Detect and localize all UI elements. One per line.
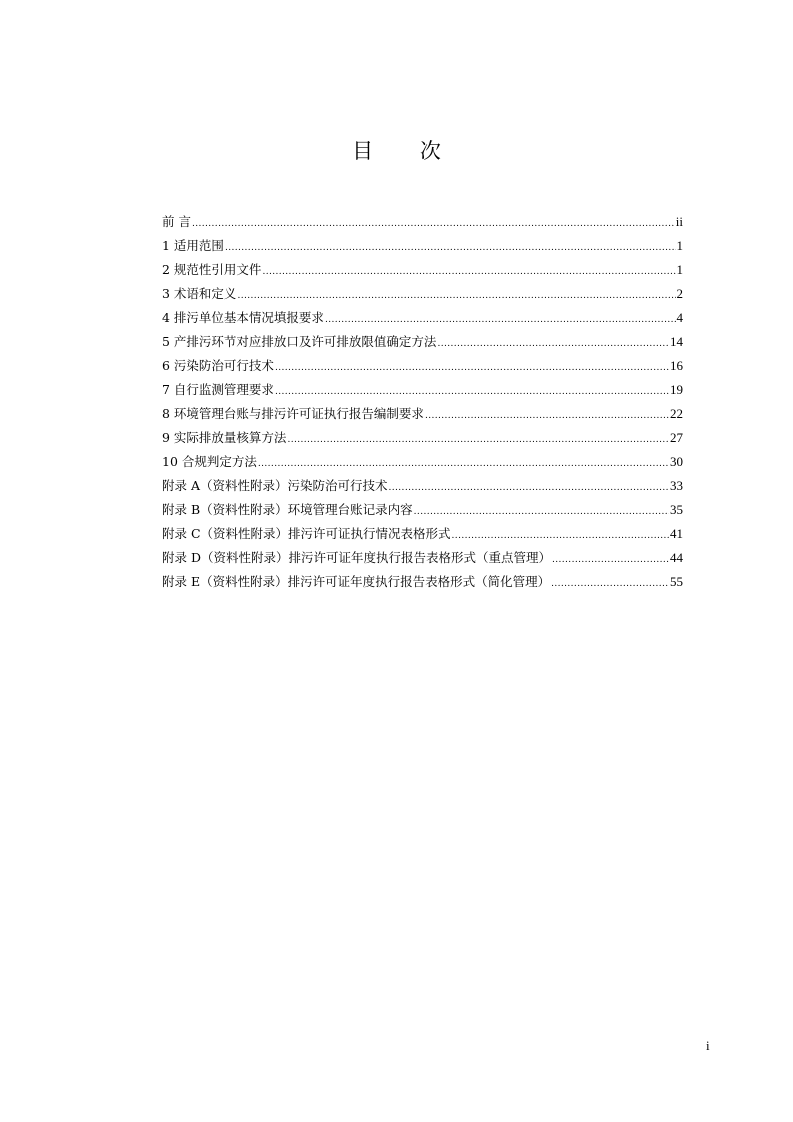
- toc-leader-dots: [389, 476, 669, 500]
- toc-leader-dots: [325, 308, 676, 332]
- toc-entry-page: ii: [675, 214, 683, 229]
- toc-entry-page: 22: [670, 406, 683, 421]
- toc-leader-dots: [225, 236, 676, 260]
- toc-entry-page: 41: [670, 526, 683, 541]
- toc-entry-page: 16: [670, 358, 683, 373]
- toc-entry-label: 附录 E（资料性附录）排污许可证年度执行报告表格形式（简化管理）: [162, 574, 551, 589]
- toc-leader-dots: [262, 260, 675, 284]
- toc-leader-dots: [275, 356, 669, 380]
- toc-entry-page: 4: [676, 310, 683, 325]
- toc-entry-appendix-a[interactable]: [162, 474, 683, 498]
- toc-entry-label: 7 自行监测管理要求: [162, 382, 274, 397]
- toc-entry-page: 2: [676, 286, 683, 301]
- toc-entry-page: 44: [670, 550, 683, 565]
- toc-entry-5[interactable]: [162, 330, 683, 354]
- toc-entry-label: 附录 A（资料性附录）污染防治可行技术: [162, 478, 388, 493]
- toc-leader-dots: [425, 404, 669, 428]
- toc-entry-label: 5 产排污环节对应排放口及许可排放限值确定方法: [162, 334, 437, 349]
- page-number: i: [706, 1038, 710, 1053]
- toc-entry-1[interactable]: [162, 234, 683, 258]
- toc-entry-appendix-e[interactable]: [162, 570, 683, 594]
- toc-leader-dots: [414, 500, 669, 524]
- page-title: 目 次: [352, 139, 461, 163]
- toc-entry-label: 8 环境管理台账与排污许可证执行报告编制要求: [162, 406, 424, 421]
- toc-entry-page: 33: [670, 478, 683, 493]
- toc-entry-page: 27: [670, 430, 683, 445]
- toc-entry-page: 1: [676, 238, 683, 253]
- toc-leader-dots: [551, 572, 669, 596]
- toc-entry-label: 2 规范性引用文件: [162, 262, 262, 277]
- toc-leader-dots: [437, 332, 669, 356]
- toc-entry-page: 14: [670, 334, 683, 349]
- toc-entry-2[interactable]: [162, 258, 683, 282]
- toc-leader-dots: [258, 452, 669, 476]
- toc-entry-page: 55: [670, 574, 683, 589]
- toc-leader-dots: [192, 212, 675, 236]
- toc-entry-label: 6 污染防治可行技术: [162, 358, 274, 373]
- toc-entry-10[interactable]: [162, 450, 683, 474]
- toc-entry-label: 附录 D（资料性附录）排污许可证年度执行报告表格形式（重点管理）: [162, 550, 551, 565]
- toc-entry-label: 前 言: [162, 214, 191, 229]
- toc-entry-6[interactable]: [162, 354, 683, 378]
- toc-entry-appendix-b[interactable]: [162, 498, 683, 522]
- table-of-contents: [162, 210, 683, 594]
- toc-leader-dots: [452, 524, 669, 548]
- toc-leader-dots: [237, 284, 675, 308]
- toc-entry-label: 附录 C（资料性附录）排污许可证执行情况表格形式: [162, 526, 451, 541]
- toc-leader-dots: [275, 380, 669, 404]
- toc-entry-label: 1 适用范围: [162, 238, 224, 253]
- toc-entry-label: 10 合规判定方法: [162, 454, 257, 469]
- toc-leader-dots: [287, 428, 669, 452]
- toc-entry-page: 35: [670, 502, 683, 517]
- toc-entry-7[interactable]: [162, 378, 683, 402]
- toc-entry-appendix-d[interactable]: [162, 546, 683, 570]
- toc-entry-4[interactable]: [162, 306, 683, 330]
- toc-entry-appendix-c[interactable]: [162, 522, 683, 546]
- toc-entry-label: 3 术语和定义: [162, 286, 237, 301]
- toc-entry-label: 附录 B（资料性附录）环境管理台账记录内容: [162, 502, 413, 517]
- toc-entry-9[interactable]: [162, 426, 683, 450]
- toc-entry-foreword[interactable]: [162, 210, 683, 234]
- toc-entry-8[interactable]: [162, 402, 683, 426]
- toc-leader-dots: [552, 548, 669, 572]
- toc-entry-page: 19: [670, 382, 683, 397]
- toc-entry-label: 9 实际排放量核算方法: [162, 430, 287, 445]
- toc-entry-page: 1: [676, 262, 683, 277]
- toc-entry-page: 30: [670, 454, 683, 469]
- toc-entry-3[interactable]: [162, 282, 683, 306]
- toc-entry-label: 4 排污单位基本情况填报要求: [162, 310, 324, 325]
